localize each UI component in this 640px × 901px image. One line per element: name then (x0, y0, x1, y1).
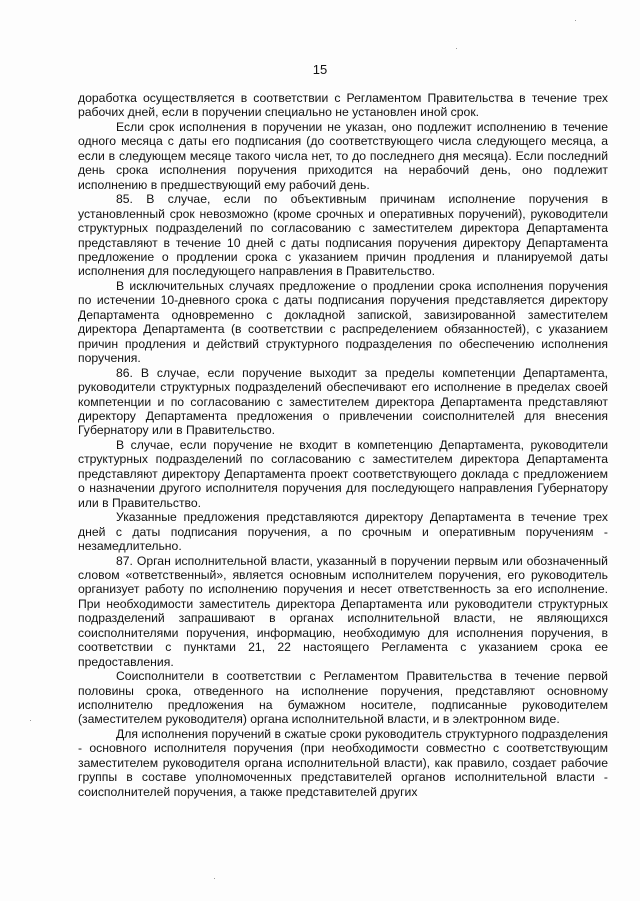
paragraph: 87. Орган исполнительной власти, указанный в поручении первым или обозначенный словом «ответственный», является основным исполнителем поручения, его руководитель организует работу по исполнению поручения и несет ответственность за его исполнение. При необходимости заместитель директора Департамента или руководители структурных подразделений запрашивают в органах исполнительной власти, не являющихся соисполнителями поручения, информацию, необходимую для исполнения поручения, в соответствии с пунктами 21, 22 настоящего Регламента с указанием срока ее предоставления. (78, 553, 608, 669)
document-body (78, 91, 608, 799)
paragraph: В исключительных случаях предложение о продлении срока исполнения поручения по истечении 10-дневного срока с даты подписания поручения представляется директору Департамента одновременно с докладной запиской, завизированной заместителем директора Департамента (в соответствии с распределением обязанностей), с указанием причин продления и действий структурного подразделения по обеспечению исполнения поручения. (78, 278, 608, 366)
paragraph: В случае, если поручение не входит в компетенцию Департамента, руководители структурных подразделений по согласованию с заместителем директора Департамента представляют директору Департамента проект соответствующего доклада с предложением о назначении другого исполнителя поручения для последующего направления Губернатору или в Правительство. (78, 437, 608, 510)
scan-speck (575, 20, 576, 21)
scan-speck (30, 720, 31, 721)
paragraph: Соисполнители в соответствии с Регламентом Правительства в течение первой половины срока, отведенного на исполнение поручения, представляют основному исполнителю предложения на бумажном носителе, подписанные руководителем (заместителем руководителя) органа исполнительной власти, и в электронном виде. (78, 669, 608, 727)
page-number: 15 (312, 62, 328, 77)
scan-speck (214, 878, 215, 879)
paragraph: доработка осуществляется в соответствии с Регламентом Правительства в течение трех рабочих дней, если в поручении специально не установлен иной срок. (78, 91, 608, 120)
paragraph: 86. В случае, если поручение выходит за пределы компетенции Департамента, руководители структурных подразделений обеспечивают его исполнение в пределах своей компетенции и по согласованию с заместителем директора Департамента представляют директору Департамента предложения о привлечении соисполнителей для внесения Губернатору или в Правительство. (78, 365, 608, 438)
paragraph: Для исполнения поручений в сжатые сроки руководитель структурного подразделения - основного исполнителя поручения (при необходимости совместно с соответствующим заместителем руководителя органа исполнительной власти), как правило, создает рабочие группы в составе уполномоченных представителей органов исполнительной власти - соисполнителей поручения, а также представителей других (78, 726, 608, 799)
paragraph: Если срок исполнения в поручении не указан, оно подлежит исполнению в течение одного месяца с даты его подписания (до соответствующего числа следующего месяца, а если в следующем месяце такого числа нет, то до последнего дня месяца). Если последний день срока исполнения поручения приходится на нерабочий день, оно подлежит исполнению в предшествующий ему рабочий день. (78, 119, 608, 192)
paragraph: Указанные предложения представляются директору Департамента в течение трех дней с даты подписания поручения, а по срочным и оперативным поручениям - незамедлительно. (78, 510, 608, 554)
paragraph: 85. В случае, если по объективным причинам исполнение поручения в установленный срок невозможно (кроме срочных и оперативных поручений), руководители структурных подразделений по согласованию с заместителем директора Департамента представляют в течение 10 дней с даты подписания поручения директору Департамента предложение о продлении срока с указанием причин продления и планируемой даты исполнения для последующего направления в Правительство. (78, 192, 608, 279)
scan-speck (456, 48, 457, 49)
